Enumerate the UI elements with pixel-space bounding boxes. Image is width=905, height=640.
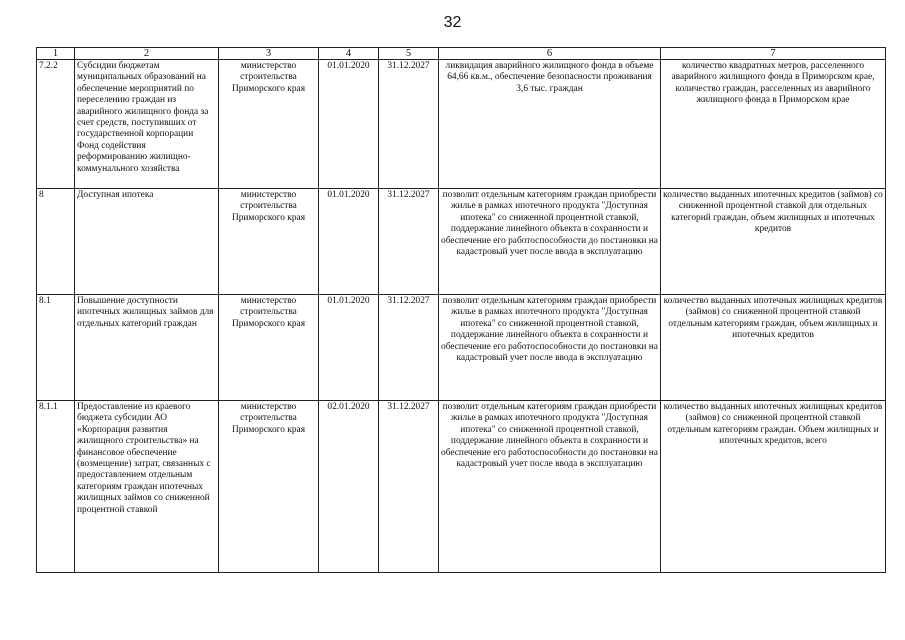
row-number: 8.1.1	[37, 401, 75, 573]
expected-result: позволит отдельным категориям граждан приобрести жилье в рамках ипотечного продукта "Доступная ипотека" со сниженной процентной ставкой, поддержание линейного объекта в сохранности и обеспечение его работоспособности до постановки на кадастровый учет после ввода в эксплуатацию	[439, 401, 661, 573]
start-date: 02.01.2020	[319, 401, 379, 573]
header-row	[37, 48, 886, 60]
end-date: 31.12.2027	[379, 189, 439, 295]
indicator: количество выданных ипотечных жилищных кредитов (займов) со сниженной процентной ставкой отдельным категориям граждан. Объем жилищных и ипотечных кредитов, всего	[661, 401, 886, 573]
table-row	[37, 295, 886, 401]
end-date: 31.12.2027	[379, 401, 439, 573]
start-date: 01.01.2020	[319, 295, 379, 401]
start-date: 01.01.2020	[319, 60, 379, 189]
row-number: 7.2.2	[37, 60, 75, 189]
start-date: 01.01.2020	[319, 189, 379, 295]
end-date: 31.12.2027	[379, 295, 439, 401]
column-header-2: 2	[75, 48, 219, 60]
row-number: 8.1	[37, 295, 75, 401]
table-row	[37, 401, 886, 573]
indicator: количество квадратных метров, расселенного аварийного жилищного фонда в Приморском крае, количество граждан, расселенных из аварийного жилищного фонда в Приморском крае	[661, 60, 886, 189]
expected-result: позволит отдельным категориям граждан приобрести жилье в рамках ипотечного продукта "Доступная ипотека" со сниженной процентной ставкой, поддержание линейного объекта в сохранности и обеспечение его работоспособности до постановки на кадастровый учет после ввода в эксплуатацию	[439, 295, 661, 401]
expected-result: ликвидация аварийного жилищного фонда в объеме 64,66 кв.м., обеспечение безопасности проживания 3,6 тыс. граждан	[439, 60, 661, 189]
executor: министерство строительства Приморского края	[219, 189, 319, 295]
column-header-4: 4	[319, 48, 379, 60]
program-activities-table	[36, 47, 886, 573]
column-header-7: 7	[661, 48, 886, 60]
activity-name: Повышение доступности ипотечных жилищных займов для отдельных категорий граждан	[75, 295, 219, 401]
indicator: количество выданных ипотечных кредитов (займов) со сниженной процентной ставкой для отдельных категорий граждан, объем жилищных и ипотечных кредитов	[661, 189, 886, 295]
executor: министерство строительства Приморского края	[219, 295, 319, 401]
executor: министерство строительства Приморского края	[219, 401, 319, 573]
column-header-1: 1	[37, 48, 75, 60]
table-row	[37, 60, 886, 189]
page-number: 32	[443, 14, 462, 31]
column-header-6: 6	[439, 48, 661, 60]
activity-name: Доступная ипотека	[75, 189, 219, 295]
activity-name: Субсидии бюджетам муниципальных образований на обеспечение мероприятий по переселению граждан из аварийного жилищного фонда за счет средств, поступивших от государственной корпорации Фонд содействия реформированию жилищно-коммунального хозяйства	[75, 60, 219, 189]
expected-result: позволит отдельным категориям граждан приобрести жилье в рамках ипотечного продукта "Доступная ипотека" со сниженной процентной ставкой, поддержание линейного объекта в сохранности и обеспечение его работоспособности до постановки на кадастровый учет после ввода в эксплуатацию	[439, 189, 661, 295]
indicator: количество выданных ипотечных жилищных кредитов (займов) со сниженной процентной ставкой отдельным категориям граждан, объем жилищных и ипотечных кредитов	[661, 295, 886, 401]
table-row	[37, 189, 886, 295]
column-header-3: 3	[219, 48, 319, 60]
column-header-5: 5	[379, 48, 439, 60]
end-date: 31.12.2027	[379, 60, 439, 189]
activity-name: Предоставление из краевого бюджета субсидии АО «Корпорация развития жилищного строительства» на финансовое обеспечение (возмещение) затрат, связанных с предоставлением отдельным категориям граждан ипотечных жилищных займов со сниженной процентной ставкой	[75, 401, 219, 573]
executor: министерство строительства Приморского края	[219, 60, 319, 189]
row-number: 8	[37, 189, 75, 295]
